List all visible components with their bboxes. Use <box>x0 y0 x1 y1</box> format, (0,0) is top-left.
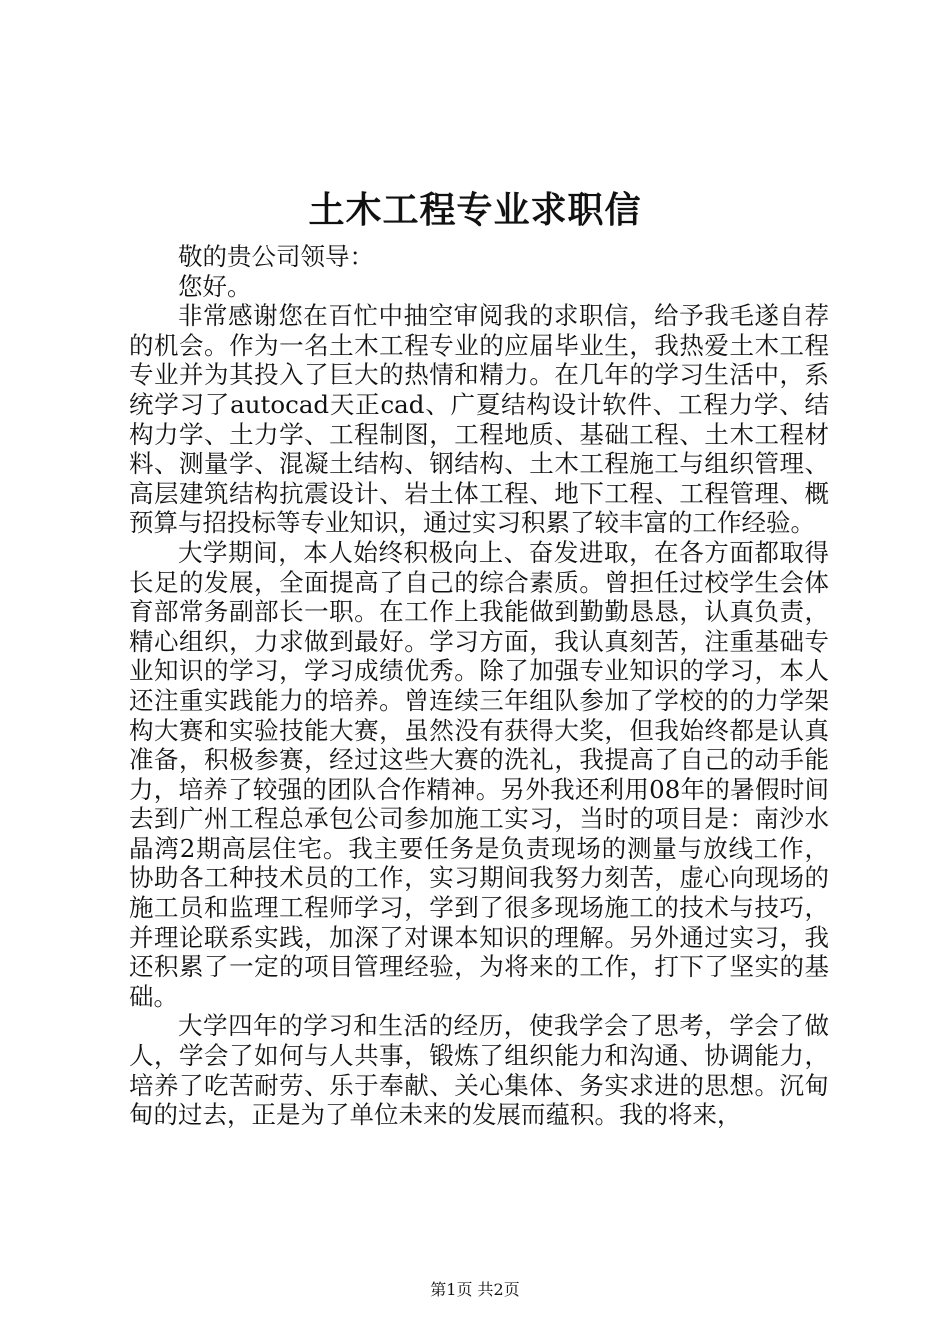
page-number-footer: 第1页 共2页 <box>430 1280 520 1299</box>
paragraph-3: 大学四年的学习和生活的经历，使我学会了思考，学会了做人，学会了如何与人共事，锻炼了组织能力和沟通、协调能力，培养了吃苦耐劳、乐于奉献、关心集体、务实求进的思想。沉甸甸的过去，正是为了单位未来的发展而蕴积。我的将来， <box>129 1011 829 1130</box>
greeting: 您好。 <box>178 271 252 301</box>
document-title: 土木工程专业求职信 <box>308 189 642 231</box>
paragraph-1: 非常感谢您在百忙中抽空审阅我的求职信，给予我毛遂自荐的机会。作为一名土木工程专业的应届毕业生，我热爱土木工程专业并为其投入了巨大的热情和精力。在几年的学习生活中，系统学习了autocad天正cad、广夏结构设计软件、工程力学、结构力学、土力学、工程制图，工程地质、基础工程、土木工程材料、测量学、混凝土结构、钢结构、土木工程施工与组织管理、高层建筑结构抗震设计、岩土体工程、地下工程、工程管理、概预算与招投标等专业知识，通过实习积累了较丰富的工作经验。 <box>129 301 829 538</box>
letter-body <box>129 242 829 1130</box>
paragraph-2: 大学期间，本人始终积极向上、奋发进取，在各方面都取得长足的发展，全面提高了自己的综合素质。曾担任过校学生会体育部常务副部长一职。在工作上我能做到勤勤恳恳，认真负责，精心组织，力求做到最好。学习方面，我认真刻苦，注重基础专业知识的学习，学习成绩优秀。除了加强专业知识的学习，本人还注重实践能力的培养。曾连续三年组队参加了学校的的力学架构大赛和实验技能大赛，虽然没有获得大奖，但我始终都是认真准备，积极参赛，经过这些大赛的洗礼，我提高了自己的动手能力，培养了较强的团队合作精神。另外我还利用08年的暑假时间去到广州工程总承包公司参加施工实习，当时的项目是：南沙水晶湾2期高层住宅。我主要任务是负责现场的测量与放线工作，协助各工种技术员的工作，实习期间我努力刻苦，虚心向现场的施工员和监理工程师学习，学到了很多现场施工的技术与技巧，并理论联系实践，加深了对课本知识的理解。另外通过实习，我还积累了一定的项目管理经验，为将来的工作，打下了坚实的基础。 <box>129 537 829 1011</box>
salutation: 敬的贵公司领导： <box>178 242 374 271</box>
